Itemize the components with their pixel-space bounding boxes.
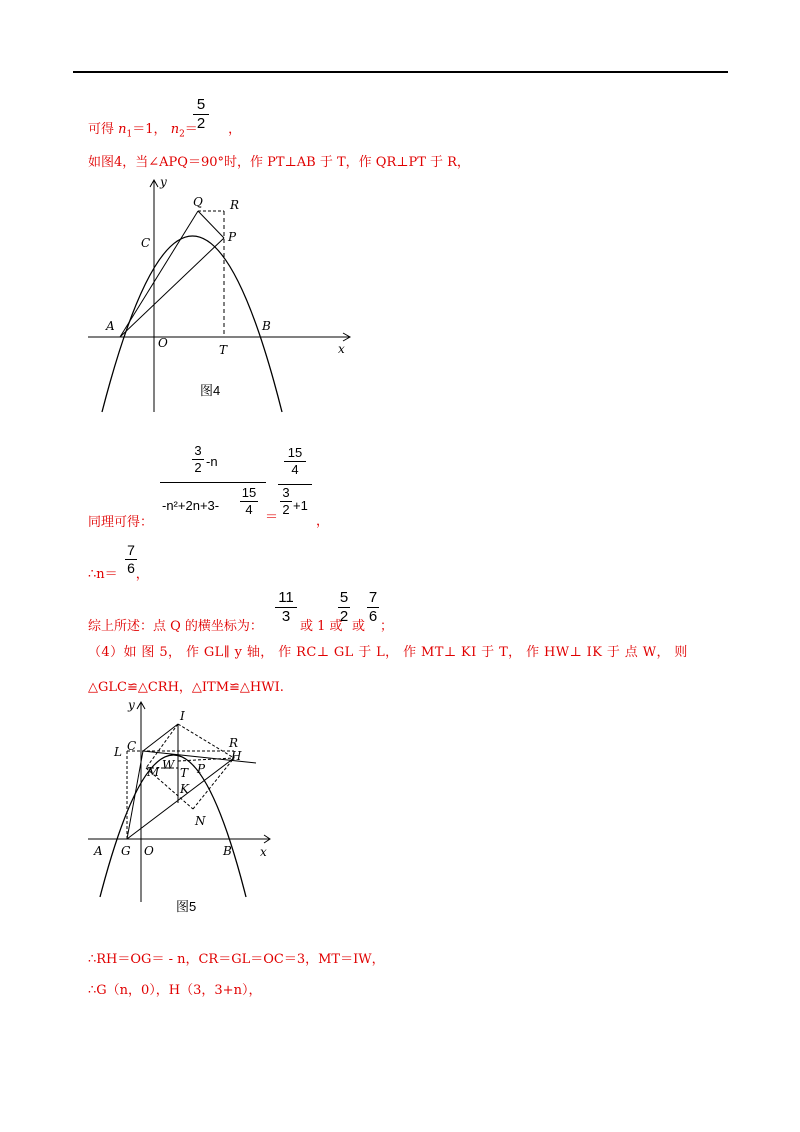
label-L: L — [114, 745, 122, 759]
text-keyde: 可得 — [88, 122, 115, 137]
label-B: B — [223, 844, 232, 858]
or-1: 或 1 或 — [300, 619, 343, 634]
line-fig4-intro: 如图4，当∠APQ＝90°时，作 PT⊥AB 于 T，作 QR⊥PT 于 R， — [88, 155, 470, 170]
tail-1: ， — [228, 122, 242, 137]
den-6: 6 — [127, 559, 135, 576]
label-y: y — [128, 698, 135, 712]
or-2: 或 — [352, 619, 366, 634]
frac-11-3 — [275, 590, 297, 625]
line-IC — [143, 724, 178, 751]
summary-tail: ； — [380, 619, 394, 634]
sub-1: 1 — [126, 129, 133, 140]
line-result-n — [88, 114, 242, 140]
small-frac-15-4 — [240, 486, 258, 516]
para4-line-a: （4）如 图 5， 作 GL∥ y 轴， 作 RC⊥ GL 于 L， 作 MT⊥ KI 于 T， 作 HW⊥ IK 于 点 W， 则 — [88, 645, 688, 660]
label-P: P — [197, 762, 206, 776]
num-11: 11 — [278, 589, 294, 606]
label-T: T — [219, 343, 228, 357]
label-R: R — [230, 198, 240, 212]
var-n2: n — [170, 122, 180, 137]
label-x: x — [260, 845, 267, 859]
therefore-n: ∴n＝ — [88, 567, 118, 582]
label-H: H — [231, 749, 242, 763]
num-7: 7 — [127, 542, 135, 558]
n-tail: ， — [135, 567, 149, 582]
label-A: A — [94, 844, 103, 858]
num-3: 3 — [282, 485, 290, 500]
var-n1: n — [118, 122, 127, 137]
den-2: 2 — [339, 607, 349, 625]
frac-den: 2 — [196, 114, 206, 132]
label-C: C — [127, 739, 137, 753]
line-n-result — [88, 559, 149, 582]
eq-1: ＝1， — [132, 122, 167, 137]
line-QP — [198, 211, 224, 238]
num-15: 15 — [241, 485, 257, 500]
label-N: N — [195, 814, 206, 828]
frac-7-6-b — [367, 590, 379, 625]
label-Q: Q — [193, 195, 203, 209]
eq-same-prefix: 同理可得： — [88, 515, 154, 530]
label-B: B — [262, 319, 271, 333]
label-x: x — [338, 342, 345, 356]
label-R: R — [229, 736, 239, 750]
frac-num: 5 — [196, 96, 206, 113]
den-4: 4 — [245, 501, 253, 517]
frac-5-2-b — [338, 590, 350, 625]
eq-sign: ＝ — [265, 510, 279, 525]
label-y: y — [160, 175, 167, 189]
summary-text: 综上所述：点 Q 的横坐标为： — [88, 619, 263, 634]
eq-tail: ， — [316, 514, 330, 529]
small-frac-3-2-r — [280, 486, 292, 516]
num-tail: -n — [206, 454, 218, 469]
den-2: 2 — [282, 501, 290, 517]
num-5: 5 — [339, 589, 349, 606]
den-tail: +1 — [293, 498, 308, 513]
parabola — [102, 236, 282, 412]
small-frac-3-2 — [192, 444, 204, 474]
caption-fig5: 图5 — [176, 899, 197, 914]
small-frac-15-4-r — [284, 446, 306, 476]
label-O: O — [144, 844, 154, 858]
big-frac-left — [160, 444, 266, 524]
dash-IH — [178, 724, 234, 758]
sub-2: 2 — [179, 129, 185, 140]
label-K: K — [180, 782, 189, 796]
big-frac-right — [276, 444, 316, 524]
label-A: A — [106, 319, 115, 333]
figure-4 — [88, 172, 358, 418]
label-M: M — [147, 765, 160, 779]
den-expr: -n²+2n+3- — [162, 498, 220, 513]
den-6: 6 — [368, 607, 378, 625]
label-O: O — [158, 336, 168, 350]
figure-5 — [88, 697, 278, 923]
parabola — [100, 755, 246, 897]
header-rule — [73, 71, 728, 73]
caption-fig4: 图4 — [200, 383, 221, 398]
den-3: 3 — [281, 607, 291, 625]
label-W: W — [162, 758, 175, 772]
line-final-1: ∴RH＝OG＝ - n，CR＝GL＝OC＝3，MT＝IW， — [88, 952, 385, 967]
frac-7-6 — [125, 543, 137, 575]
den-4: 4 — [291, 461, 299, 477]
num-15: 15 — [287, 445, 303, 460]
label-C: C — [141, 236, 151, 250]
label-G: G — [121, 844, 131, 858]
label-P: P — [228, 230, 237, 244]
main-bar-left — [160, 482, 266, 483]
num-3: 3 — [194, 443, 202, 458]
label-I: I — [180, 709, 185, 723]
line-final-2: ∴G（n，0），H（3，3+n）， — [88, 983, 262, 998]
line-summary — [88, 615, 263, 634]
den-2: 2 — [194, 459, 202, 475]
num-7: 7 — [368, 589, 378, 606]
para4-line-b: △GLC≌△CRH，△ITM≌△HWI. — [88, 680, 284, 695]
eq-2: ＝ — [184, 122, 198, 137]
frac-5-2 — [193, 97, 209, 132]
label-T: T — [180, 766, 189, 780]
